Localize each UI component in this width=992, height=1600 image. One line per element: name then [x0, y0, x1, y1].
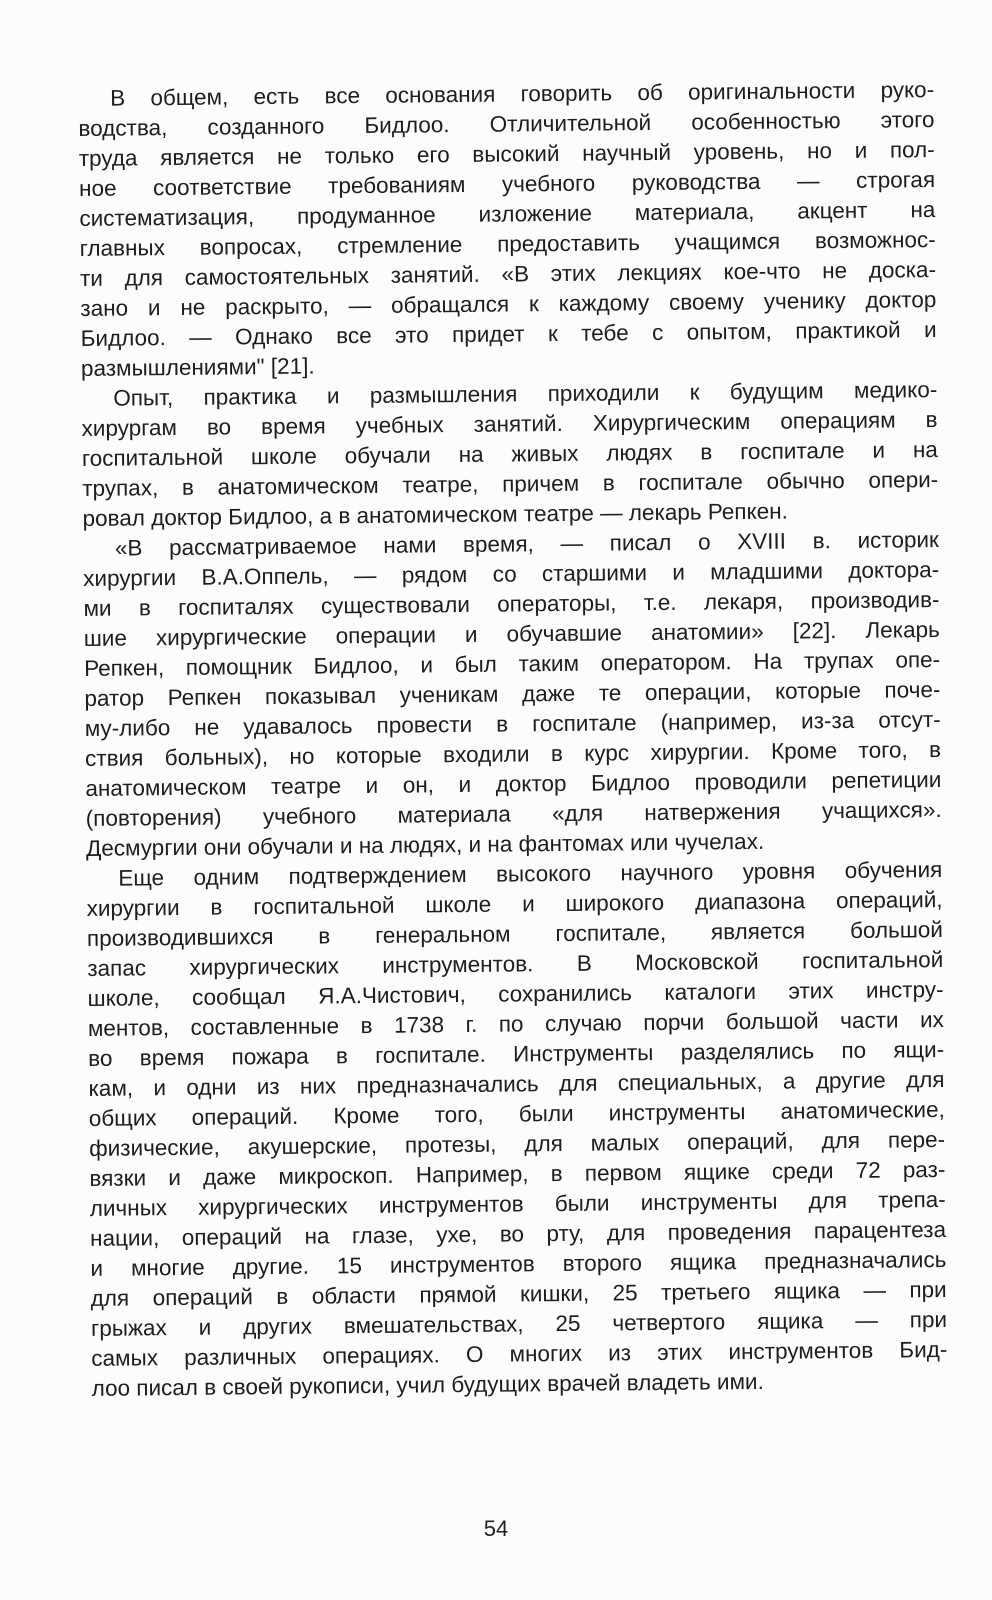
body-text — [78, 75, 948, 1404]
text-line: запас хирургических инструментов. В Московской госпитальной — [87, 946, 944, 981]
text-line: В общем, есть все основания говорить об оригинальности руко- — [110, 77, 935, 111]
text-line: Опыт, практика и размышления приходили к будущим медико- — [113, 377, 938, 411]
text-line: шие хирургические операции и обучавшие анатомии» [22]. Лекарь — [83, 617, 940, 651]
paragraph-2 — [81, 375, 939, 534]
text-line: хирургам во время учебных занятий. Хирургическим операциям в — [81, 407, 938, 441]
text-line: общих операций. Кроме того, были инструменты анатомические, — [88, 1096, 945, 1131]
text-line: размышлениями" [21]. — [80, 353, 315, 381]
text-line: систематизация, продуманное изложение материала, акцент на — [79, 197, 936, 231]
text-line: ствия больных), но которые входили в курс хирургии. Кроме того, в — [84, 736, 942, 771]
text-line: и многие другие. 15 инструментов второго ящика предназначались — [90, 1246, 947, 1281]
text-line: хирургии В.А.Оппель, — рядом со старшими и младшими доктора- — [83, 557, 940, 591]
paragraph-4 — [86, 855, 948, 1404]
text-line: нации, операций на глазе, ухе, во рту, для проведения парацентеза — [89, 1216, 947, 1251]
text-line: кам, и одни из них предназначались для специальных, а другие для — [88, 1066, 945, 1101]
text-line: водства, созданного Бидлоо. Отличительной особенностью этого — [78, 107, 935, 141]
paragraph-3 — [83, 525, 942, 864]
text-line: лоо писал в своей рукописи, учил будущих врачей владеть ими. — [91, 1368, 764, 1401]
text-line: вязки и даже микроскоп. Например, в первом ящике среди 72 раз- — [89, 1156, 946, 1191]
text-line: анатомическом театре и он, и доктор Бидлоо проводили репетиции — [85, 766, 942, 801]
text-line: му-либо не удавалось провести в госпитале (например, из-за отсут- — [84, 707, 941, 741]
text-line: производившихся в генеральном госпитале, является большой — [86, 916, 944, 951]
text-line: трупах, в анатомическом театре, причем в госпитале обычно опери- — [82, 467, 939, 501]
text-line: ратор Репкен показывал ученикам даже те операции, которые поче- — [84, 677, 941, 711]
text-line: труда является не только его высокий научный уровень, но и пол- — [78, 137, 935, 171]
text-line: ментов, составленные в 1738 г. по случаю порчи большой части их — [87, 1006, 944, 1041]
text-line: Десмургии они обучали и на людях, и на фантомах или чучелах. — [85, 828, 765, 861]
text-line: во время пожара в госпитале. Инструменты разделялись по ящи- — [88, 1036, 945, 1071]
text-line: школе, сообщал Я.А.Чистович, сохранились каталоги этих инстру- — [87, 976, 944, 1011]
text-line: Еще одним подтверждением высокого научного уровня обучения — [118, 856, 943, 891]
paragraph-1 — [78, 75, 937, 384]
text-line: ти для самостоятельных занятий. «В этих лекциях кое-что не доска- — [79, 257, 937, 291]
text-line: Репкен, помощник Бидлоо, и был таким оператором. На трупах опе- — [83, 647, 941, 681]
text-line: самых различных операциях. О многих из этих инструментов Бид- — [91, 1336, 948, 1371]
text-line: зано и не раскрыто, — обращался к каждому своему ученику доктор — [80, 287, 937, 321]
page-number: 54 — [483, 1516, 509, 1541]
text-line: личных хирургических инструментов были инструменты для трепа- — [89, 1186, 946, 1221]
text-line: Бидлоо. — Однако все это придет к тебе с опытом, практикой и — [80, 317, 937, 351]
text-line: ное соответствие требованиям учебного руководства — строгая — [78, 167, 936, 201]
text-line: для операций в области прямой кишки, 25 третьего ящика — при — [90, 1276, 947, 1311]
text-line: ровал доктор Бидлоо, а в анатомическом театре — лекарь Репкен. — [82, 498, 788, 531]
text-line: (повторения) учебного материала «для натвержения учащихся». — [85, 796, 942, 831]
text-line: ми в госпиталях существовали операторы, т.е. лекаря, производив- — [83, 587, 940, 621]
text-line: «В рассматриваемое нами время, — писал о XVIII в. историк — [114, 527, 939, 561]
text-line: главных вопросах, стремление предоставить учащимся возможнос- — [79, 227, 936, 261]
text-line: грыжах и других вмешательствах, 25 четвертого ящика — при — [90, 1306, 948, 1341]
text-line: физические, акушерские, протезы, для малых операций, для пере- — [89, 1126, 946, 1161]
text-line: госпитальной школе обучали на живых людях в госпитале и на — [81, 437, 939, 471]
text-line: хирургии в госпитальной школе и широкого диапазона операций, — [86, 886, 943, 921]
